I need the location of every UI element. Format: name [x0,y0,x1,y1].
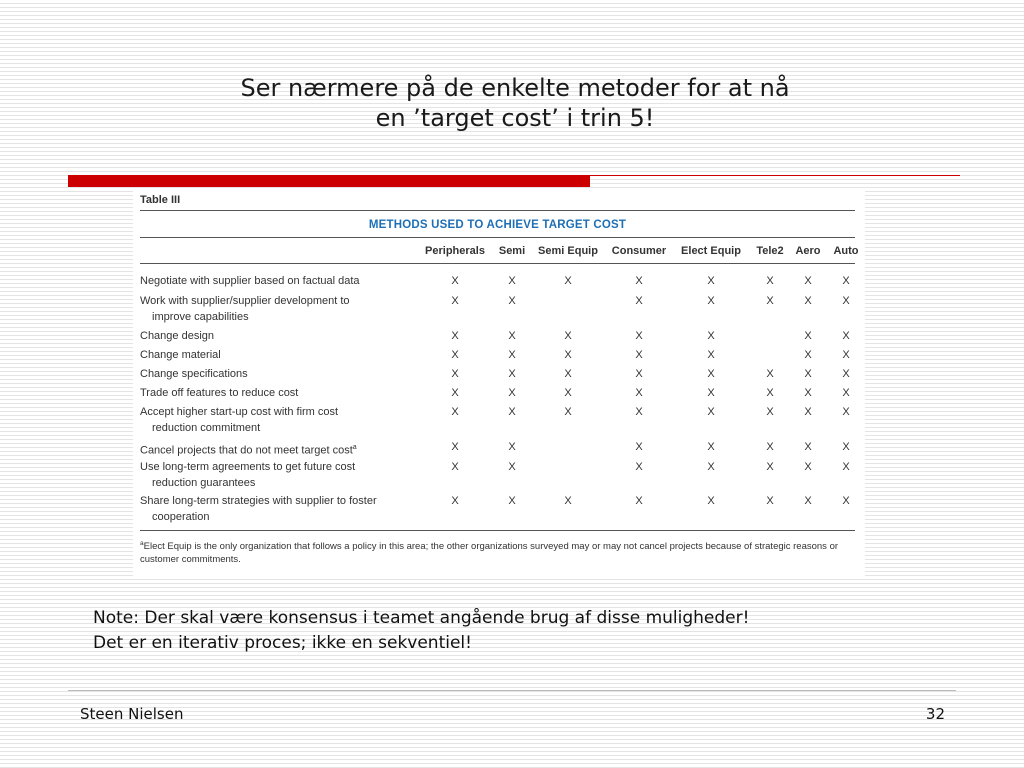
table-cell-mark: X [451,406,459,418]
table-cell-mark: X [564,387,572,399]
column-header: Auto [833,245,859,257]
table-cell-mark: X [508,441,516,453]
slide-title-line-1: Ser nærmere på de enkelte metoder for at nå [240,74,790,102]
table-rule-heading [140,237,855,238]
column-header: Semi Equip [538,245,598,257]
table-cell-mark: X [451,330,459,342]
table-cell-mark: X [842,275,850,287]
table-cell-mark: X [804,441,812,453]
table-cell-mark: X [635,368,643,380]
table-cell-mark: X [451,368,459,380]
table-cell-mark: X [508,406,516,418]
table-cell-mark: X [707,275,715,287]
table-cell-mark: X [766,368,774,380]
table-cell-mark: X [707,461,715,473]
table-cell-mark: X [804,349,812,361]
table-cell-mark: X [564,330,572,342]
row-label: Change specifications [140,368,248,380]
table-cell-mark: X [635,441,643,453]
row-label: Trade off features to reduce cost [140,387,299,399]
column-header: Aero [795,245,821,257]
table-cell-mark: X [842,387,850,399]
table-cell-mark: X [508,495,516,507]
table-cell-mark: X [804,406,812,418]
table-cell-mark: X [451,387,459,399]
table-cell-mark: X [508,368,516,380]
table-cell-mark: X [804,461,812,473]
column-header: Elect Equip [681,245,741,257]
table-cell-mark: X [635,349,643,361]
slide-title-line-2: en ’target cost’ i trin 5! [375,104,655,132]
table-cell-mark: X [804,368,812,380]
table-cell-mark: X [842,295,850,307]
slide-title [110,73,920,133]
red-accent-bar [68,175,590,187]
table-cell-mark: X [635,495,643,507]
column-header: Tele2 [756,245,784,257]
table-cell-mark: X [842,441,850,453]
column-header: Semi [498,245,526,257]
table-cell-mark: X [842,406,850,418]
column-header: Consumer [611,245,667,257]
table-cell-mark: X [508,295,516,307]
table-footnote [140,537,858,566]
table-cell-mark: X [804,295,812,307]
table-cell-mark: X [842,330,850,342]
table-cell-mark: X [766,461,774,473]
note-line-1: Note: Der skal være konsensus i teamet angående brug af disse muligheder! [93,608,750,628]
table-cell-mark: X [804,330,812,342]
table-cell-mark: X [451,461,459,473]
table-cell-mark: X [508,461,516,473]
table-cell-mark: X [766,441,774,453]
note-line-2: Det er en iterativ proces; ikke en sekventiel! [93,633,472,653]
row-label: Cancel projects that do not meet target cost$^a$ [140,444,357,457]
table-cell-mark: X [766,406,774,418]
table-cell-mark: X [842,461,850,473]
table-cell-mark: X [564,368,572,380]
table-cell-mark: X [804,495,812,507]
table-cell-mark: X [804,387,812,399]
table-rule-columns [140,263,855,264]
table-cell-mark: X [707,295,715,307]
table-cell-mark: X [564,495,572,507]
table-cell-mark: X [707,349,715,361]
table-cell-mark: X [707,495,715,507]
table-cell-mark: X [635,330,643,342]
table-cell-mark: X [564,275,572,287]
table-label: Table III [140,194,181,206]
table-cell-mark: X [508,349,516,361]
table-rule-top [140,210,855,211]
table-cell-mark: X [804,275,812,287]
methods-table [133,188,865,576]
row-label: Use long-term agreements to get future cost reduction guarantees [140,461,356,489]
footnote-text: Elect Equip is the only organization that follows a policy in this area; the other organizations surveyed may or may not cancel projects because of strategic reasons or customer commitments. [140,541,839,566]
table-cell-mark: X [635,387,643,399]
row-label: Change material [140,349,221,361]
accent-rule-line [590,175,960,176]
row-label: Change design [140,330,215,342]
table-cell-mark: X [451,349,459,361]
row-label: Work with supplier/supplier development to improve capabilities [140,295,350,323]
table-cell-mark: X [766,295,774,307]
table-heading: METHODS USED TO ACHIEVE TARGET COST [368,219,627,231]
table-cell-mark: X [635,461,643,473]
table-cell-mark: X [635,275,643,287]
table-cell-mark: X [564,349,572,361]
table-cell-mark: X [508,387,516,399]
table-cell-mark: X [842,368,850,380]
column-header: Peripherals [425,245,485,257]
footnote-marker: a [140,540,144,547]
table-cell-mark: X [564,406,572,418]
footer-rule [68,690,956,691]
table-cell-mark: X [451,275,459,287]
row-label: Negotiate with supplier based on factual data [140,275,360,287]
table-cell-mark: X [766,387,774,399]
table-cell-mark: X [451,495,459,507]
table-cell-mark: X [707,441,715,453]
table-cell-mark: X [635,406,643,418]
table-cell-mark: X [766,275,774,287]
table-rule-bottom [140,530,855,531]
table-cell-mark: X [707,387,715,399]
footer-author: Steen Nielsen [80,705,184,723]
table-cell-mark: X [635,295,643,307]
table-cell-mark: X [842,349,850,361]
table-cell-mark: X [766,495,774,507]
table-cell-mark: X [707,406,715,418]
row-label: Accept higher start-up cost with firm cost reduction commitment [140,406,339,434]
table-cell-mark: X [707,368,715,380]
table-cell-mark: X [707,330,715,342]
row-label: Share long-term strategies with supplier to foster cooperation [140,495,377,523]
table-cell-mark: X [508,330,516,342]
page-number: 32 [925,705,945,723]
table-cell-mark: X [508,275,516,287]
table-cell-mark: X [451,441,459,453]
note-text [93,606,749,656]
table-cell-mark: X [842,495,850,507]
table-cell-mark: X [451,295,459,307]
